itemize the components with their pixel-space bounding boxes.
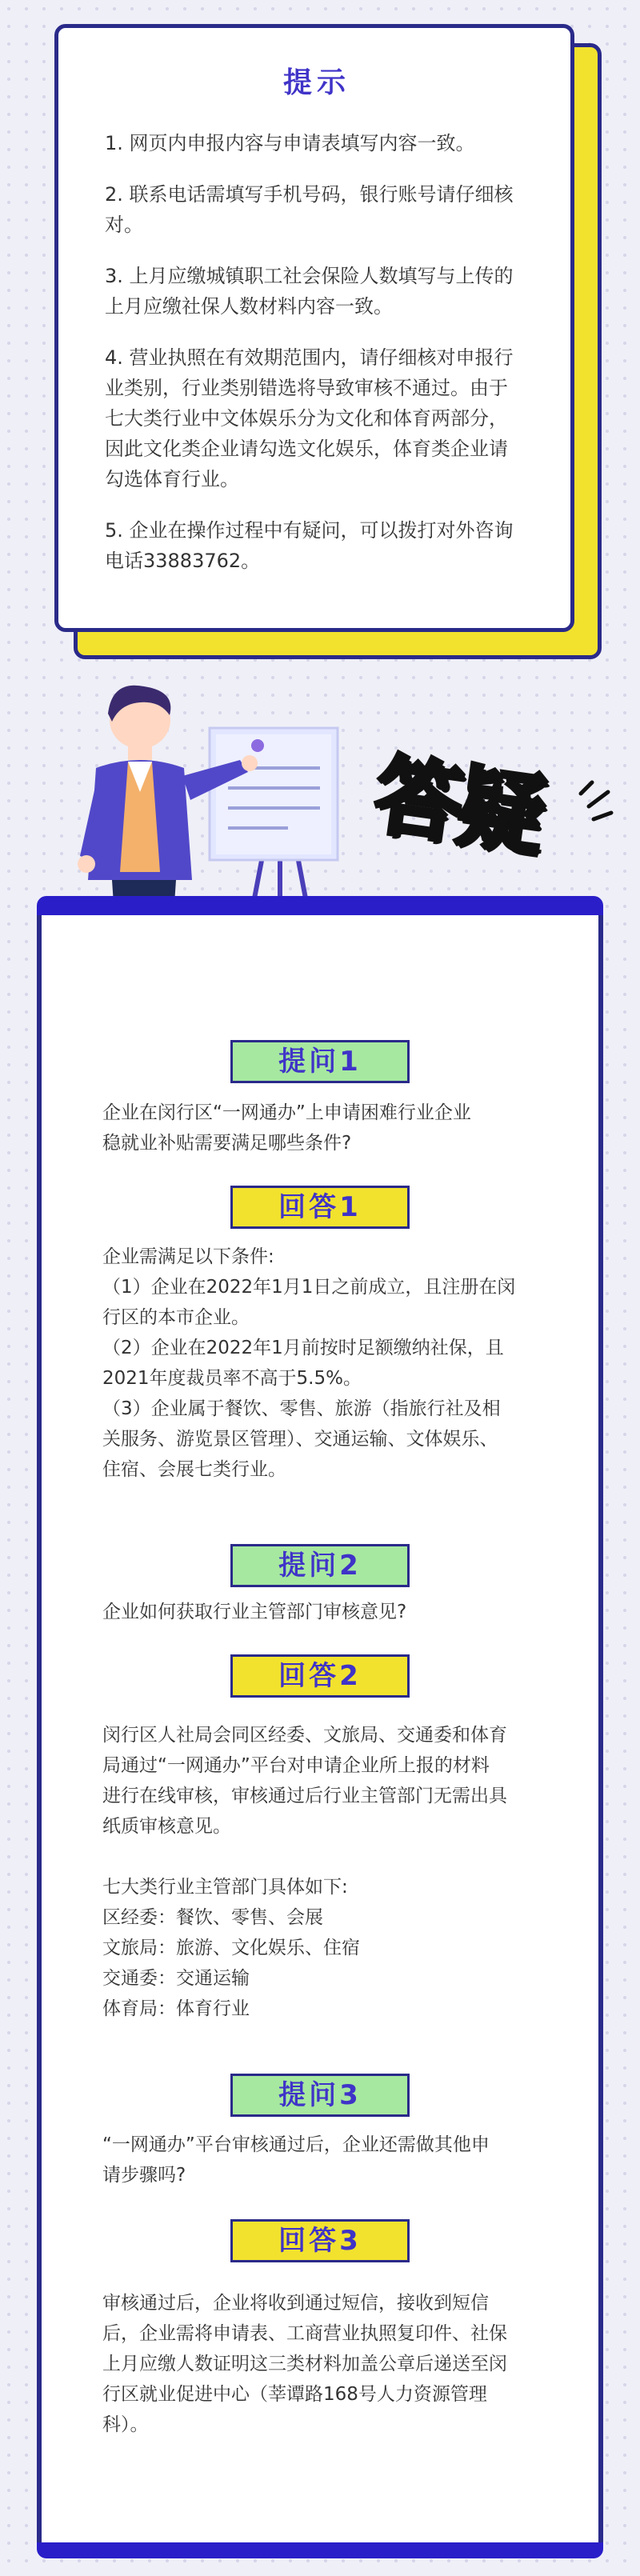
faq-card-top-bar <box>37 896 603 915</box>
answer-tag-1: 回答1 <box>230 1186 410 1229</box>
answer-text-3: 审核通过后，企业将收到通过短信，接收到短信 后，企业需将申请表、工商营业执照复印件、社保 上月应缴人数证明这三类材料加盖公章后递送至闵 行区就业促进中心（莘谭路168号人力资源管理 科）。 <box>102 2293 507 2435</box>
faq-heading: 答疑 <box>368 745 548 867</box>
notice-card <box>54 24 574 632</box>
notice-title: 提示 <box>282 66 350 99</box>
question-tag-1: 提问1 <box>230 1040 410 1083</box>
notice-item-2: 2. 联系电话需填写手机号码，银行账号请仔细核 对。 <box>105 183 514 236</box>
answer-text-1: 企业需满足以下条件: （1）企业在2022年1月1日之前成立，且注册在闵 行区的本市企业。 （2）企业在2022年1月前按时足额缴纳社保，且 2021年度裁员率不高于5.5%。 （3）企业属于餐饮、零售、旅游（指旅行社及相 关服务、游览景区管理）、交通运输、文体娱乐、 住宿、会展七类行业。 <box>102 1246 516 1480</box>
notice-item-4: 4. 营业执照在有效期范围内，请仔细核对申报行 业类别，行业类别错选将导致审核不通过。由于 七大类行业中文体娱乐分为文化和体育两部分， 因此文化类企业请勾选文化娱乐，体育类企业请 勾选体育行业。 <box>105 346 514 490</box>
answer-text-2: 闵行区人社局会同区经委、文旅局、交通委和体育 局通过“一网通办”平台对申请企业所上报的材料 进行在线审核，审核通过后行业主管部门无需出具 纸质审核意见。 七大类行业主管部门具体如下: 区经委：餐饮、零售、会展 文旅局：旅游、文化娱乐、住宿 交通委：交通运输 体育局：体育行业 <box>102 1725 507 2019</box>
emphasis-marks-icon <box>576 778 616 826</box>
question-tag-3: 提问3 <box>230 2074 410 2117</box>
answer-tag-3: 回答3 <box>230 2219 410 2262</box>
question-text-2: 企业如何获取行业主管部门审核意见? <box>102 1602 407 1622</box>
question-tag-2: 提问2 <box>230 1544 410 1587</box>
question-text-3: “一网通办”平台审核通过后，企业还需做其他申 请步骤吗? <box>102 2134 490 2186</box>
notice-item-3: 3. 上月应缴城镇职工社会保险人数填写与上传的 上月应缴社保人数材料内容一致。 <box>105 265 514 318</box>
question-text-1: 企业在闵行区“一网通办”上申请困难行业企业 稳就业补贴需要满足哪些条件? <box>102 1102 471 1154</box>
notice-item-5: 5. 企业在操作过程中有疑问，可以拨打对外咨询 电话33883762。 <box>105 519 514 572</box>
notice-item-1: 1. 网页内申报内容与申请表填写内容一致。 <box>105 132 475 154</box>
faq-card-bottom-bar <box>37 2542 603 2558</box>
answer-tag-2: 回答2 <box>230 1654 410 1698</box>
